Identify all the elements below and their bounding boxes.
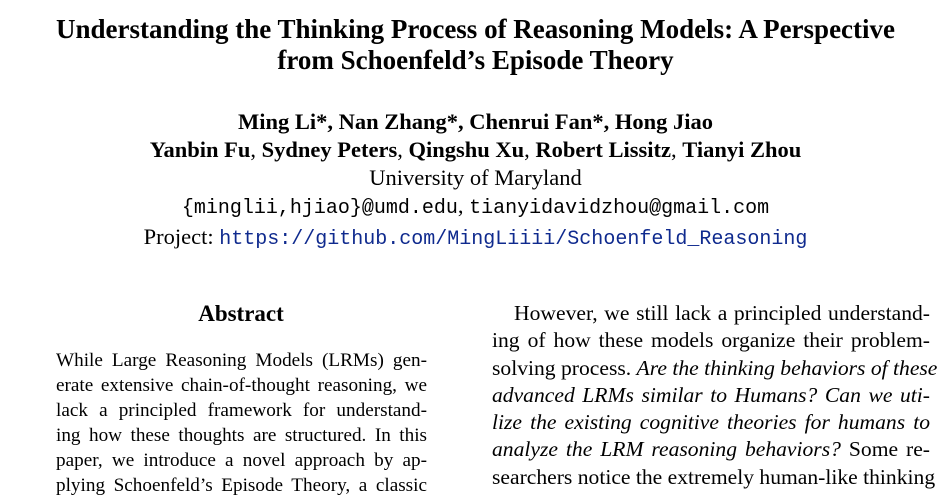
author-separator: , [250,137,262,162]
author-name: Sydney Peters [261,137,398,162]
author-block [0,108,951,254]
intro-line [492,382,930,409]
intro-italic-question: Are the thinking behaviors of these [636,355,938,380]
intro-italic-question: lize the existing cognitive theories for humans to [492,410,930,435]
author-name: Qingshu Xu [408,137,525,162]
abstract-line: paper, we introduce a novel approach by ap- [56,450,427,471]
intro-italic-question: analyze the LRM reasoning behaviors? [492,437,841,462]
intro-line: searchers notice the extremely human-like thinking [492,464,936,489]
intro-line: However, we still lack a principled understand- [514,301,930,325]
abstract-line: lack a principled framework for understand- [56,400,427,421]
intro-text: Some re- [840,437,930,462]
email-line [0,192,951,223]
author-name: Tianyi Zhou [682,137,802,162]
authors-primary: Ming Li*, Nan Zhang*, Chenrui Fan*, Hong Jiao [237,109,714,134]
abstract-heading: Abstract [198,301,284,326]
intro-line [492,355,938,382]
affiliation: University of Maryland [369,165,582,190]
introduction-paragraph [492,300,938,491]
author-separator: , [397,137,409,162]
abstract-body [56,348,427,498]
authors-line-2 [0,136,951,164]
intro-text: solving process. [492,355,637,380]
email-address-umd: {minglii,hjiao}@umd.edu [181,197,458,220]
abstract-line: While Large Reasoning Models (LRMs) gen- [56,350,427,371]
paper-title-line-1: Understanding the Thinking Process of Reasoning Models: A Perspective [55,14,896,44]
abstract-line: plying Schoenfeld’s Episode Theory, a classic [56,475,427,496]
abstract-line: erate extensive chain-of-thought reasoning, we [56,375,427,396]
author-name: Robert Lissitz [535,137,672,162]
author-separator: , [524,137,536,162]
intro-italic-question: advanced LRMs similar to Humans? Can we uti- [492,382,930,407]
paper-title-line-2: from Schoenfeld’s Episode Theory [277,45,674,75]
project-label: Project: [143,224,214,249]
abstract-line: ing how these thoughts are structured. In this [56,425,427,446]
intro-line [492,436,930,463]
email-address-gmail: tianyidavidzhou@gmail.com [469,197,770,220]
intro-line [492,409,930,436]
project-line [0,223,951,254]
authors-line-1 [0,108,951,136]
author-name: Yanbin Fu [149,137,251,162]
paper-title [0,14,951,76]
intro-line: ing of how these models organize their problem- [492,328,930,353]
author-separator: , [671,137,683,162]
email-separator: , [457,193,470,218]
project-link[interactable]: https://github.com/MingLiiii/Schoenfeld_Reasoning [219,228,808,251]
